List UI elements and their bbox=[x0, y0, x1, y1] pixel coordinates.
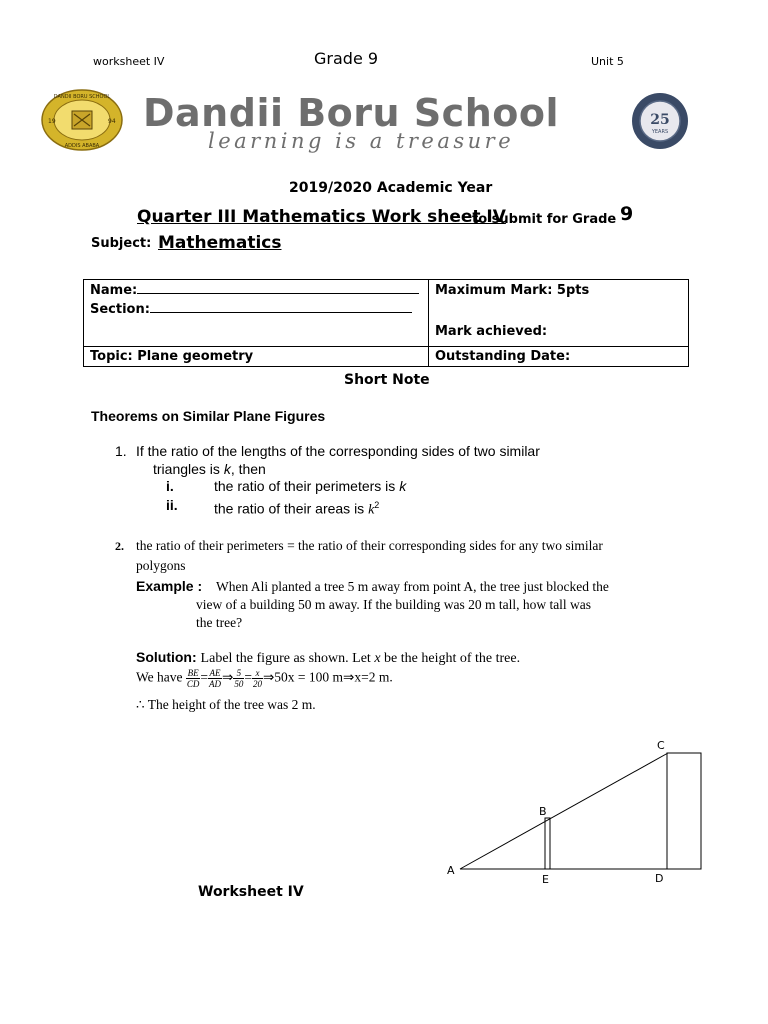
seal-year-right: 94 bbox=[108, 118, 116, 125]
short-note-heading: Short Note bbox=[344, 372, 430, 388]
badge-number: 25 bbox=[650, 112, 670, 128]
seal-year-left: 19 bbox=[48, 118, 56, 125]
item1-sub-i-text: the ratio of their perimeters is k bbox=[214, 478, 407, 494]
seal-text-bottom: ADDIS ABABA bbox=[64, 143, 100, 149]
subject-value: Mathematics bbox=[158, 233, 282, 253]
building-rect bbox=[667, 753, 701, 869]
submit-grade: 9 bbox=[620, 203, 634, 225]
item1-sub-ii-text: the ratio of their areas is $k^2$ bbox=[214, 500, 380, 518]
section-label: Section: bbox=[90, 302, 150, 317]
section-blank[interactable] bbox=[150, 312, 412, 313]
example-line3: the tree? bbox=[196, 615, 243, 630]
seal-text-top: DANDII BORU SCHOOL bbox=[53, 94, 111, 100]
solution-equation: We have $\frac{BE}{CD}$ = $\frac{AE}{AD}$ ⇒ $\frac{5}{50}$ = $\frac{x}{20}$ ⇒50x = 100 m⇒x=2 m. bbox=[136, 668, 393, 689]
outstanding-date-cell: Outstanding Date: bbox=[429, 347, 689, 367]
header-worksheet-label: worksheet IV bbox=[93, 55, 165, 68]
solution-line1: Solution: Label the figure as shown. Let x be the height of the tree. bbox=[136, 649, 521, 666]
subject-label: Subject: bbox=[91, 236, 152, 251]
similar-triangles-figure bbox=[445, 738, 715, 888]
worksheet-title: Quarter III Mathematics Work sheet IV bbox=[137, 207, 506, 227]
marks-cell bbox=[429, 280, 689, 347]
school-name: Dandii Boru School bbox=[143, 91, 559, 135]
label-e: E bbox=[542, 873, 549, 886]
item2-line1: the ratio of their perimeters = the ratio of their corresponding sides for any two similar bbox=[136, 538, 603, 553]
name-label: Name: bbox=[90, 283, 138, 298]
item1-sub-i-label: i. bbox=[166, 478, 174, 494]
badge-word: YEARS bbox=[651, 129, 669, 135]
name-section-cell bbox=[84, 280, 429, 347]
example-line1: When Ali planted a tree 5 m away from point A, the tree just blocked the bbox=[216, 579, 609, 594]
name-blank[interactable] bbox=[137, 293, 419, 294]
tree-rect bbox=[545, 818, 550, 869]
item1-sub-ii-label: ii. bbox=[166, 497, 178, 513]
theorems-heading: Theorems on Similar Plane Figures bbox=[91, 408, 326, 424]
item1-line2: triangles is k, then bbox=[153, 461, 266, 477]
solution-conclusion: ∴ The height of the tree was 2 m. bbox=[136, 697, 316, 712]
school-seal-logo bbox=[41, 89, 123, 151]
student-info-table bbox=[83, 279, 689, 367]
item1-line1: If the ratio of the lengths of the corresponding sides of two similar bbox=[136, 443, 540, 459]
label-b: B bbox=[539, 805, 547, 818]
example-line2: view of a building 50 m away. If the building was 20 m tall, how tall was bbox=[196, 597, 592, 612]
item1-number: 1. bbox=[115, 443, 127, 459]
label-c: C bbox=[657, 739, 665, 752]
worksheet-footer-heading: Worksheet IV bbox=[198, 884, 304, 900]
submit-note: to submit for Grade bbox=[472, 212, 617, 227]
max-mark: Maximum Mark: 5pts bbox=[435, 283, 590, 298]
item2-line2: polygons bbox=[136, 558, 186, 573]
school-motto: learning is a treasure bbox=[208, 129, 515, 153]
topic-cell: Topic: Plane geometry bbox=[84, 347, 429, 367]
example-label: Example : bbox=[136, 578, 203, 594]
line-ac bbox=[460, 753, 668, 869]
header-unit: Unit 5 bbox=[591, 55, 624, 68]
mark-achieved: Mark achieved: bbox=[435, 324, 548, 339]
header-grade: Grade 9 bbox=[314, 49, 379, 68]
academic-year: 2019/2020 Academic Year bbox=[289, 180, 493, 196]
item2-number: 2. bbox=[115, 539, 124, 553]
label-a: A bbox=[447, 864, 455, 877]
anniversary-badge-icon bbox=[627, 91, 693, 151]
label-d: D bbox=[655, 872, 664, 885]
